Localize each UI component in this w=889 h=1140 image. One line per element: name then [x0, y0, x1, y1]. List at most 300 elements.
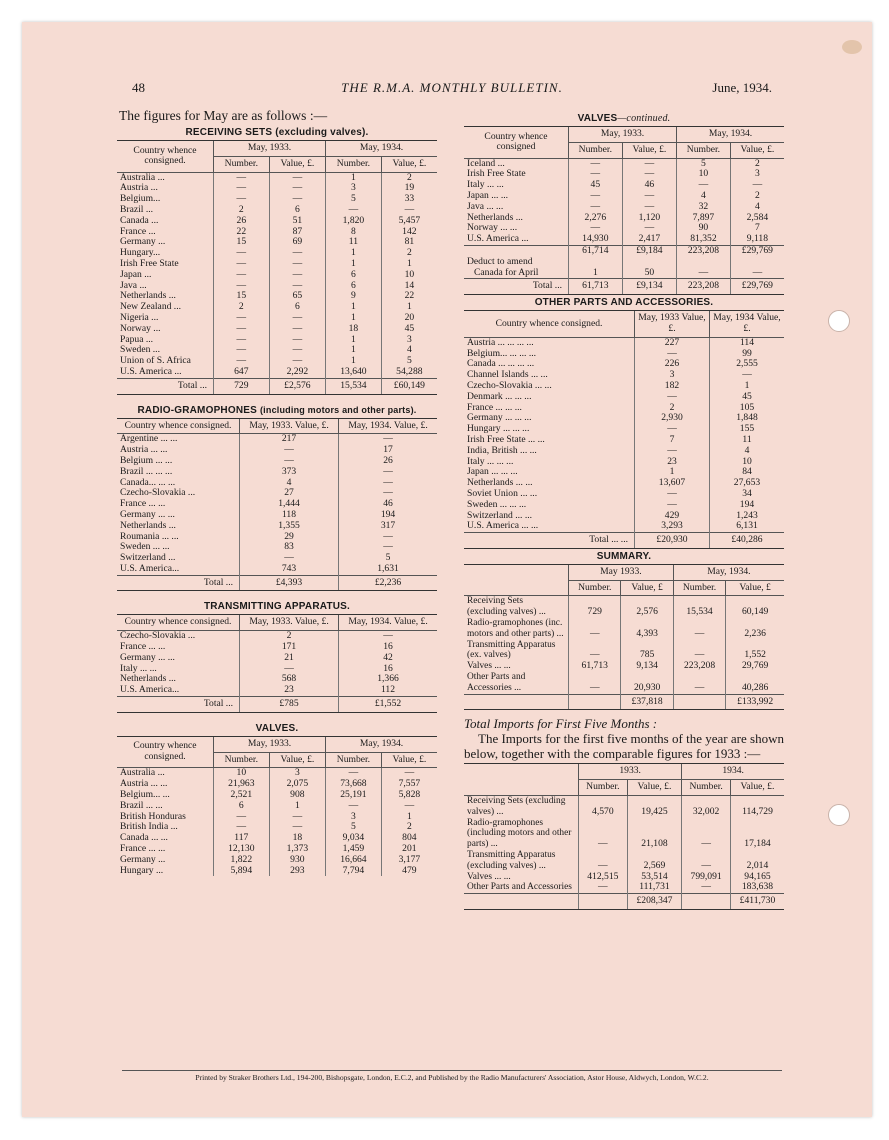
value-cell: 45 [569, 180, 623, 191]
table-row [117, 313, 437, 324]
table-row [117, 227, 437, 238]
value-cell: 17 [339, 445, 437, 456]
value-cell: — [269, 172, 325, 183]
section-title: OTHER PARTS AND ACCESSORIES. [534, 297, 714, 309]
row-label: Receiving Sets (excluding valves) ... [467, 796, 566, 817]
country-cell: Austria ... ... [120, 444, 168, 456]
value-cell: 7 [730, 223, 784, 234]
value-cell: 17,184 [730, 818, 784, 850]
row-label: Radio-gramophones (inc. motors and other parts) ... [467, 618, 564, 639]
value-cell: 1,366 [339, 674, 437, 685]
country-cell: Hungary ... ... ... [467, 423, 530, 435]
value-cell: 6 [214, 801, 270, 812]
value-cell: 83 [240, 542, 339, 553]
value-cell: 2 [635, 403, 710, 414]
value-cell: 2 [381, 822, 437, 833]
value-cell: 2 [730, 158, 784, 169]
value-cell: — [339, 478, 437, 489]
table-row [117, 216, 437, 227]
value-cell: 223,208 [673, 661, 725, 672]
total-cell: £2,236 [339, 575, 437, 591]
deduct-label: Deduct to amend [467, 255, 533, 267]
value-cell: 117 [214, 833, 270, 844]
value-cell: 1 [326, 345, 382, 356]
country-cell: New Zealand ... [120, 301, 182, 313]
country-cell: British India ... [120, 821, 178, 833]
value-cell: 15 [214, 291, 270, 302]
value-cell: 16 [339, 642, 437, 653]
value-cell: — [339, 434, 437, 445]
value-cell: 5,894 [214, 866, 270, 877]
value-cell: — [269, 270, 325, 281]
value-cell: 4 [381, 345, 437, 356]
total-row [464, 279, 784, 295]
valves-table [117, 736, 437, 877]
value-cell: — [269, 313, 325, 324]
total-row [117, 378, 437, 394]
table-row [464, 818, 784, 850]
value-cell: — [269, 812, 325, 823]
total-cell: £2,576 [269, 378, 325, 394]
value-cell: — [214, 313, 270, 324]
value-cell: 5,828 [381, 790, 437, 801]
value-cell: 1 [381, 812, 437, 823]
intro-text: The figures for May are as follows :— [119, 108, 328, 123]
value-cell: 1,552 [726, 640, 784, 662]
row-label: Radio-gramophones (including motors and other parts) ... [467, 817, 572, 850]
value-cell: 6,131 [710, 521, 785, 532]
value-cell: — [326, 205, 382, 216]
country-cell: Canada ... ... ... ... [467, 358, 535, 370]
table-row [117, 844, 437, 855]
value-cell: — [339, 488, 437, 499]
value-cell: 5 [677, 158, 731, 169]
value-cell: — [682, 850, 731, 872]
country-cell: Brazil ... ... [120, 799, 163, 811]
table-row [464, 234, 784, 245]
deduct-cell: — [677, 268, 731, 279]
value-cell: — [269, 248, 325, 259]
country-cell: Belgium... ... ... ... [467, 347, 537, 359]
total-label: Total ... [117, 378, 214, 394]
column-header: May, 1934. Value, £. [339, 418, 437, 434]
value-cell: 227 [635, 337, 710, 348]
country-cell: Japan ... [120, 268, 152, 280]
value-cell: 2,576 [621, 596, 673, 618]
total-cell [579, 894, 628, 910]
value-cell: — [326, 768, 382, 779]
column-header: May, 1934. [677, 127, 784, 143]
column-header: Value, £. [627, 780, 682, 796]
value-cell: 3,177 [381, 855, 437, 866]
value-cell: 53,514 [627, 872, 682, 883]
receiving-sets-table [117, 140, 437, 395]
country-cell: U.S. America ... [467, 233, 529, 245]
country-cell: Hungary ... [120, 864, 164, 876]
value-cell: — [269, 259, 325, 270]
table-row [117, 237, 437, 248]
value-cell: 22 [214, 227, 270, 238]
country-cell: France ... [120, 225, 156, 237]
subtotal-cell: 223,208 [677, 245, 731, 256]
value-cell: 412,515 [579, 872, 628, 883]
table-row [464, 672, 784, 694]
value-cell: 105 [710, 403, 785, 414]
value-cell: 90 [677, 223, 731, 234]
value-cell: 1,120 [622, 213, 676, 224]
value-cell: — [326, 801, 382, 812]
column-header: Number. [326, 156, 382, 172]
bulletin-title: THE R.M.A. MONTHLY BULLETIN. [341, 80, 563, 95]
value-cell: 201 [381, 844, 437, 855]
total-cell [673, 694, 725, 710]
value-cell: 10 [710, 457, 785, 468]
table-row [117, 685, 437, 696]
value-cell: 20,930 [621, 672, 673, 694]
column-header: Value, £. [269, 752, 325, 768]
table-row [117, 205, 437, 216]
country-cell: Irish Free State [467, 168, 526, 180]
column-header: Value, £. [269, 156, 325, 172]
country-cell: Switzerland ... ... [467, 509, 533, 521]
value-cell: 32,002 [682, 796, 731, 818]
value-cell: — [673, 640, 725, 662]
value-cell: 3 [381, 335, 437, 346]
table-row [464, 850, 784, 872]
value-cell: 1 [635, 467, 710, 478]
total-cell: 15,534 [326, 378, 382, 394]
column-header: 1934. [682, 764, 784, 780]
value-cell: — [214, 183, 270, 194]
value-cell: — [622, 169, 676, 180]
country-cell: Java ... ... [467, 200, 504, 212]
value-cell: 3 [326, 183, 382, 194]
row-label: Valves ... ... [467, 661, 511, 672]
column-header: Number. [569, 580, 621, 596]
value-cell: — [635, 424, 710, 435]
column-header: Number. [682, 780, 731, 796]
value-cell: 1 [381, 302, 437, 313]
value-cell: 18 [326, 324, 382, 335]
value-cell: 87 [269, 227, 325, 238]
column-header: Value, £. [730, 142, 784, 158]
value-cell: — [339, 532, 437, 543]
value-cell: 1 [381, 259, 437, 270]
value-cell: 5 [326, 194, 382, 205]
country-cell: British Honduras [120, 810, 186, 822]
value-cell: 908 [269, 790, 325, 801]
value-cell: 647 [214, 367, 270, 378]
country-cell: Sweden ... ... ... [467, 498, 527, 510]
total-cell: £411,730 [730, 894, 784, 910]
total-cell: £785 [240, 697, 339, 713]
value-cell: 1 [269, 801, 325, 812]
value-cell: — [214, 345, 270, 356]
value-cell: — [214, 281, 270, 292]
value-cell: 9 [326, 291, 382, 302]
value-cell: — [339, 542, 437, 553]
value-cell: 2,555 [710, 359, 785, 370]
value-cell: — [710, 370, 785, 381]
column-header: Number. [214, 156, 270, 172]
value-cell: 373 [240, 467, 339, 478]
value-cell: 19 [381, 183, 437, 194]
country-cell: Netherlands ... ... [467, 477, 533, 489]
five-months-text: The Imports for the first five months of the year are shown below, together with the comparable figures for 1933 :— [464, 731, 784, 762]
value-cell: — [673, 672, 725, 694]
value-cell: 22 [381, 291, 437, 302]
issue-date: June, 1934. [712, 80, 772, 95]
value-cell: — [269, 822, 325, 833]
total-cell: £4,393 [240, 575, 339, 591]
value-cell: 1 [326, 356, 382, 367]
value-cell: 3 [635, 370, 710, 381]
value-cell: 6 [326, 270, 382, 281]
country-cell: Japan ... ... [467, 189, 509, 201]
value-cell: — [214, 822, 270, 833]
value-cell: 7,557 [381, 779, 437, 790]
column-header: Value, £. [381, 752, 437, 768]
value-cell: — [269, 183, 325, 194]
total-cell: £1,552 [339, 697, 437, 713]
country-cell: Austria ... ... [120, 778, 168, 790]
value-cell: 2 [730, 191, 784, 202]
country-cell: Norway ... ... [467, 222, 518, 234]
total-row [464, 533, 784, 549]
country-cell: U.S. America ... [120, 365, 182, 377]
value-cell: 16 [339, 664, 437, 675]
value-cell: 73,668 [326, 779, 382, 790]
column-header: May, 1933. [214, 736, 326, 752]
column-header: Country whence consigned. [117, 418, 240, 434]
value-cell: 20 [381, 313, 437, 324]
country-cell: Czecho-Slovakia ... [120, 487, 196, 499]
country-cell: Denmark ... ... ... [467, 390, 532, 402]
total-cell: £37,818 [621, 694, 673, 710]
value-cell: — [569, 191, 623, 202]
value-cell: 29 [240, 532, 339, 543]
table-row [117, 335, 437, 346]
value-cell: 226 [635, 359, 710, 370]
value-cell: 2,236 [726, 618, 784, 640]
table-row [464, 392, 784, 403]
table-row [117, 866, 437, 877]
value-cell: 3 [269, 768, 325, 779]
section-title: VALVES. [255, 722, 299, 734]
punch-hole [828, 310, 850, 332]
table-row [464, 500, 784, 511]
column-header: May, 1933. [569, 127, 677, 143]
value-cell: 61,713 [569, 661, 621, 672]
deduct-cell: — [730, 268, 784, 279]
value-cell: 32 [677, 202, 731, 213]
column-header: May, 1934. [673, 564, 784, 580]
country-cell: Irish Free State ... ... [467, 433, 545, 445]
country-cell: Argentine ... ... [120, 433, 178, 445]
value-cell: — [635, 489, 710, 500]
value-cell: 34 [710, 489, 785, 500]
table-row [117, 259, 437, 270]
value-cell: 7 [635, 435, 710, 446]
column-header: Country whence consigned. [117, 141, 214, 173]
total-label: Total ... [117, 575, 240, 591]
value-cell: 13,640 [326, 367, 382, 378]
table-row [117, 367, 437, 378]
value-cell: — [240, 664, 339, 675]
country-cell: Italy ... ... [467, 179, 504, 191]
section-title: RECEIVING SETS (excluding valves). [185, 127, 369, 138]
subtotal-cell: £29,769 [730, 245, 784, 256]
country-cell: Germany ... [120, 853, 166, 865]
country-cell: Netherlands ... [120, 673, 176, 685]
country-cell: France ... ... [120, 641, 166, 653]
value-cell: 2 [214, 302, 270, 313]
value-cell: 5 [339, 553, 437, 564]
summary-table [464, 564, 784, 711]
printer-imprint: Printed by Straker Brothers Ltd., 194-200, Bishopsgate, London, E.C.2, and Published by the Radio Manufacturers' Association, Astor House, Aldwych, London, W.C.2. [122, 1070, 782, 1082]
country-cell: Hungary... [120, 247, 161, 259]
value-cell: 33 [381, 194, 437, 205]
value-cell: 14,930 [569, 234, 623, 245]
value-cell: 2 [240, 631, 339, 642]
value-cell: — [214, 172, 270, 183]
value-cell: 1,355 [240, 521, 339, 532]
value-cell: 2,417 [622, 234, 676, 245]
five-months-paragraph [464, 716, 784, 761]
value-cell: — [635, 446, 710, 457]
value-cell: 81 [381, 237, 437, 248]
column-header: Value, £ [726, 580, 784, 596]
value-cell: 785 [621, 640, 673, 662]
table-row [464, 202, 784, 213]
row-label: Transmitting Apparatus (excluding valves) ... [467, 850, 556, 871]
country-cell: Austria ... [120, 182, 158, 194]
table-row [464, 169, 784, 180]
country-cell: Australia ... [120, 171, 165, 183]
value-cell: 930 [269, 855, 325, 866]
total-cell [569, 694, 621, 710]
total-cell: £9,134 [622, 279, 676, 295]
value-cell: — [240, 553, 339, 564]
total-label [464, 894, 579, 910]
country-cell: Java ... [120, 279, 147, 291]
value-cell: 2 [381, 248, 437, 259]
bulletin-page [22, 22, 872, 1117]
column-header: Value, £. [622, 142, 676, 158]
column-header: Number. [677, 142, 731, 158]
total-cell: 61,713 [569, 279, 623, 295]
valves-continued-table [464, 126, 784, 295]
value-cell: 2,276 [569, 213, 623, 224]
value-cell: 11 [710, 435, 785, 446]
value-cell: 799,091 [682, 872, 731, 883]
value-cell: 26 [214, 216, 270, 227]
value-cell: 84 [710, 467, 785, 478]
value-cell: 21,963 [214, 779, 270, 790]
value-cell: 568 [240, 674, 339, 685]
table-row [464, 640, 784, 662]
column-header: May, 1934 Value, £. [710, 311, 785, 338]
value-cell: — [569, 672, 621, 694]
value-cell: — [579, 850, 628, 872]
total-cell: £60,149 [381, 378, 437, 394]
total-row [117, 697, 437, 713]
value-cell: — [682, 882, 731, 893]
total-cell: 223,208 [677, 279, 731, 295]
column-header: May, 1933. Value, £. [240, 418, 339, 434]
column-header: Number. [579, 780, 628, 796]
table-row [464, 337, 784, 348]
value-cell: — [622, 191, 676, 202]
value-cell: — [214, 335, 270, 346]
subtotal-cell: £9,184 [622, 245, 676, 256]
country-cell: Sweden ... [120, 344, 160, 356]
value-cell: — [240, 445, 339, 456]
value-cell: 46 [622, 180, 676, 191]
value-cell: 7,897 [677, 213, 731, 224]
value-cell: 6 [326, 281, 382, 292]
table-row [464, 191, 784, 202]
value-cell: 1 [326, 248, 382, 259]
value-cell: 429 [635, 511, 710, 522]
value-cell: 12,130 [214, 844, 270, 855]
five-months-table [464, 763, 784, 910]
value-cell: 1 [326, 302, 382, 313]
value-cell: — [214, 324, 270, 335]
value-cell: 155 [710, 424, 785, 435]
value-cell: — [269, 281, 325, 292]
section-title [464, 113, 784, 124]
value-cell: 743 [240, 564, 339, 575]
value-cell: — [569, 158, 623, 169]
deduct-cell: Canada for April [474, 266, 539, 278]
value-cell: 5 [326, 822, 382, 833]
section-title-main: VALVES [577, 113, 618, 124]
value-cell: 142 [381, 227, 437, 238]
value-cell: 317 [339, 521, 437, 532]
value-cell: 4,570 [579, 796, 628, 818]
value-cell: — [214, 356, 270, 367]
value-cell: — [269, 356, 325, 367]
value-cell: 9,034 [326, 833, 382, 844]
total-cell: £20,930 [635, 533, 710, 549]
total-cell: £208,347 [627, 894, 682, 910]
column-header: Number. [326, 752, 382, 768]
section-title: TRANSMITTING APPARATUS. [203, 601, 351, 613]
value-cell: 1 [326, 259, 382, 270]
value-cell: 2,014 [730, 850, 784, 872]
table-row [117, 833, 437, 844]
column-header: May, 1934. [326, 736, 437, 752]
country-cell: Japan ... ... ... [467, 466, 518, 478]
value-cell: 94,165 [730, 872, 784, 883]
table-row [117, 790, 437, 801]
value-cell: 18 [269, 833, 325, 844]
value-cell: 5,457 [381, 216, 437, 227]
country-cell: Czecho-Slovakia ... ... [467, 379, 552, 391]
value-cell: 9,134 [621, 661, 673, 672]
value-cell: 171 [240, 642, 339, 653]
country-cell: Belgium... [120, 193, 161, 205]
value-cell: 4 [730, 202, 784, 213]
value-cell: 15,534 [673, 596, 725, 618]
value-cell: 4,393 [621, 618, 673, 640]
table-row [117, 467, 437, 478]
row-label: Transmitting Apparatus (ex. valves) [467, 639, 556, 661]
country-cell: U.S. America... [120, 562, 180, 574]
value-cell: — [622, 158, 676, 169]
value-cell: — [214, 194, 270, 205]
